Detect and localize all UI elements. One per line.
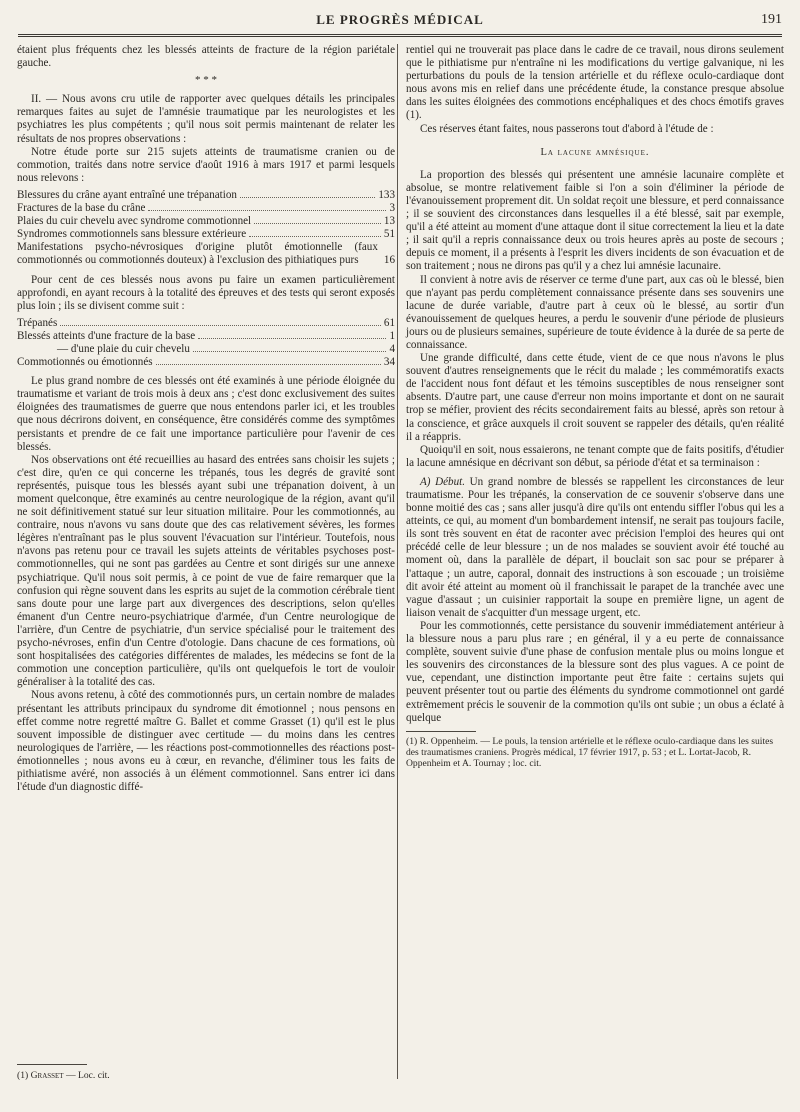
list-item [17,202,395,215]
footnote: (1) R. Oppenheim. — Le pouls, la tension artérielle et le réflexe oculo-cardiaque dans les suites des traumatismes craniens. Progrès médical, 17 février 1917, p. 53 ; et L. Lortat-Jacob, R. Oppenheim et A. Tournay ; loc. cit. [406,735,774,770]
right-column [406,44,784,769]
item-label: Blessures du crâne ayant entraîné une trépanation [17,188,237,201]
statistics-list [17,317,395,369]
paragraph [406,476,784,620]
subsection-lead: A) Début. [420,475,465,488]
item-label: Commotionnés ou émotionnés [17,356,153,369]
paragraph: Il convient à notre avis de réserver ce terme d'une part, aux cas où le blessé, bien que n'ayant pas perdu complètement connaissance présente dans ses souvenirs une lacune de durée variable, d'autre part à ceux où le blessé, au sortir d'un évanouissement de quelques heures, a perdu le souvenir d'une période de plusieurs jours ou de plusieurs semaines, supérieure de toute évidence à la durée de sa perte de connaissance. [406,273,784,351]
item-value: 4 [389,342,395,355]
list-item [17,343,395,356]
statistics-list [17,189,395,268]
paragraph: étaient plus fréquents chez les blessés atteints de fracture de la région pariétale gauche. [17,44,395,70]
item-value: 133 [378,188,395,201]
footnote-reference: — Loc. cit. [66,1070,110,1081]
item-value: 1 [389,329,395,342]
paragraph: Pour les commotionnés, cette persistance du souvenir immédiatement antérieur à la blessure nous a paru plus rare ; en général, il y a eu perte de connaissance complète, souvent suivie d'une phase de confusion mentale plus ou moins longue et les souvenirs des circonstances de la blessure sont des plus vagues. A ce point de vue, cependant, une distinction importante peut être faite : certains sujets qui peuvent présenter tout ou partie des éléments du syndrome commotionnel ont gardé extrêmement précis le souvenir de la commotion qu'ils ont subie ; un obus a éclaté à quelque [406,619,784,724]
list-item [17,189,395,202]
leader-dots [156,356,381,365]
section-heading: La lacune amnésique. [540,146,650,158]
item-label: Manifestations psycho-névrosiques d'origine plutôt émotionnelle (faux commotionnés ou commotionnés douteux) à l'exclusion des pithiatiques purs [17,241,378,267]
column-divider [397,44,398,1079]
leader-dots [249,228,381,237]
footnote-number: (1) [17,1070,29,1081]
footnote-rule [406,731,476,732]
list-item [17,215,395,228]
paragraph: Nous avons retenu, à côté des commotionnés purs, un certain nombre de malades présentant les attributs principaux du syndrome dit émotionnel ; nous pensons en effet comme notre regretté maître G. Ballet et comme Grasset (1) qu'il est le plus souvent impossible de distinguer avec certitude — du moins dans les centres neurologiques de l'arrière, — les réactions post-commotionnelles des réactions post-émotionnelles ; nous avons eu à cœur, en revanche, d'éliminer tous les faits de pithiatisme avéré, non associés à un élément commotionnel. Sans entrer ici dans l'étude d'un diagnostic diffé- [17,689,395,794]
item-label: Syndromes commotionnels sans blessure extérieure [17,228,247,241]
leader-dots [148,202,386,211]
leader-dots [193,343,387,352]
item-label: Fractures de la base du crâne [17,202,146,215]
paragraph: Ces réserves étant faites, nous passerons tout d'abord à l'étude de : [420,122,714,135]
paragraph: rentiel qui ne trouverait pas place dans le cadre de ce travail, nous dirons seulement que le pithiatisme pur n'entraîne ni les modifications du vertige galvanique, ni les perturbations du pouls de la tension artérielle et du réflexe oculo-cardiaque dont nous avons mis en relief dans une précédente étude, la constance presque absolue dans les suites éloignées des commotions encéphaliques et des chocs émotifs graves (1). [406,44,784,122]
left-column [17,44,395,794]
leader-dots [60,317,381,326]
journal-title: LE PROGRÈS MÉDICAL [316,12,484,27]
paragraph: Le plus grand nombre de ces blessés ont été examinés à une période éloignée du traumatisme et variant de trois mois à deux ans ; c'est donc exclusivement des suites éloignées des traumatismes de guerre que nous entendons parler ici, et les troubles que nous décrirons doivent, en conséquence, être considérés comme des symptômes persistants et prendre de ce fait une importance particulière pour l'avenir de ces blessés. [17,375,395,453]
paragraph: Notre étude porte sur 215 sujets atteints de traumatisme cranien ou de commotion, traités dans notre service d'août 1916 à mars 1917 et parmi lesquels nous relevons : [17,145,395,184]
paragraph: Quoiqu'il en soit, nous essaierons, ne tenant compte que de faits positifs, d'étudier la lacune amnésique en décrivant son début, sa période d'état et sa terminaison : [406,443,784,469]
item-value: 51 [383,228,395,241]
paragraph: II. — Nous avons cru utile de rapporter avec quelques détails les principales remarques faites au sujet de l'amnésie traumatique par les neurologistes et les psychiatres les plus compétents ; qu'il nous soit permis maintenant de relater les résultats de nos propres observations : [17,93,395,145]
page-header [18,12,782,37]
list-item [17,356,395,369]
leader-dots [240,189,375,198]
paragraph-body: Un grand nombre de blessés se rappellent les circonstances de leur traumatisme. Pour les trépanés, la conservation de ce souvenir s'observe dans une bonne moitié des cas ; sans aller jusqu'à dire qu'ils ont entendu siffler l'obus qui les a atteints, ce qui, au moment d'un bombardement intensif, ne serait pas toujours facile, ils sont très souvent en état de raconter avec précision l'emploi des heures qui ont précédé celle de leur blessure ; un de nos malades se souvient avoir été touché au moment où, dans la parallèle de départ, il bouclait son sac pour se préparer à l'attaque ; un autre, caporal, donnait des instructions à son escouade ; un troisième dit avoir été atteint au moment où il franchissait le parapet de la tranchée avec une vague d'assaut ; un cuisinier rapportait la soupe en première ligne, un agent de liaison venait de s'acquitter d'un message urgent, etc. [406,475,784,619]
list-item [17,241,395,267]
footnote-author: Grasset [30,1070,64,1081]
item-value: 34 [383,356,395,369]
section-separator: * * * [195,74,217,87]
leader-dots [254,215,381,224]
paragraph: La proportion des blessés qui présentent une amnésie lacunaire complète et absolue, se montre relativement faible si l'on a soin d'éliminer la période de l'évanouissement proprement dit. Un soldat reçoit une blessure, et perd connaissance ; il se souvient des circonstances dans lesquelles il a été blessé, sait par exemple, qu'il a été atteint au moment d'une attaque dont il situe correctement la lieu et la date ; il sait qu'il a repris connaissance deux ou trois heures après au poste de secours ; depuis ce moment, il a présents à l'esprit les divers incidents de son évacuation et de son traitement ; nous ne dirons pas qu'il y a chez lui amnésie lacunaire. [406,168,784,273]
item-value: 61 [383,316,395,329]
leader-dots [198,330,386,339]
item-value: 13 [383,215,395,228]
item-label: Trépanés [17,316,58,329]
paragraph: Nos observations ont été recueillies au hasard des entrées sans choisir les sujets ; c'est dire, qu'en ce qui concerne les trépanés, tous les degrés de gravité sont représentés, puisque tous les blessés ayant subi une trépanation doivent, à un moment quelconque, être examinés au centre neurologique de la région, avant qu'il ne soit définitivement statué sur leur situation militaire. Pour les commotionnés, au contraire, nous n'avons vu sans doute que des cas relativement sévères, les formes légères n'entraînant pas le plus souvent l'évacuation sur l'intérieur. Toutefois, nous n'avons pas retenu pour ce travail les sujets atteints de véritables psychoses post-commotionnelles, qui ne sont pas gardées au Centre et sont dirigés sur une annexe psychiatrique. Qu'il nous soit permis, à ce point de vue de faire remarquer que la confusion qui règne souvent dans les esprits au sujet de la commotion cérébrale tient sans doute pour une large part aux divergences des descriptions, selon qu'elles émanent d'un Centre neuro-psychiatrique d'armée, d'un Centre neurologique de l'arrière, d'un Centre de psychiatrie, d'un service spécialisé pour le traitement des psycho-névroses, enfin d'un Centre d'otologie. Dans chacune de ces formations, où sont hospitalisées des catégories différentes de malades, les médecins se font de la commotion une conception particulière, qu'ils ont quelquefois le tort de vouloir généraliser à la totalité des cas. [17,453,395,689]
item-label: Blessés atteints d'une fracture de la base [17,329,196,342]
page-number: 191 [761,12,782,27]
footnote [17,1070,317,1081]
paragraph: Une grande difficulté, dans cette étude, vient de ce que nous n'avons le plus souvent d'autres renseignements que le récit du malade ; les commémoratifs exacts de l'accident nous font défaut et les témoins susceptibles de nous renseigner sont absents. D'autre part, une cause d'erreur non moins importante et dont on ne saurait trop se méfier, provient des récits secondairement faits au blessé, après son retour à la conscience, et grâce auxquels il croit souvent se rappeler des détails, qu'en réalité il a réappris. [406,352,784,443]
footnote-rule [17,1064,87,1065]
list-item [17,228,395,241]
item-value: 3 [389,202,395,215]
paragraph: Pour cent de ces blessés nous avons pu faire un examen particulièrement approfondi, en ayant recours à la totalité des épreuves et des tests qui seront exposés plus loin ; ils se divisent comme suit : [17,273,395,312]
list-item [17,330,395,343]
list-item [17,317,395,330]
item-label: Plaies du cuir chevelu avec syndrome commotionnel [17,215,252,228]
item-label: — d'une plaie du cuir chevelu [57,342,190,355]
item-value: 16 [383,254,395,267]
